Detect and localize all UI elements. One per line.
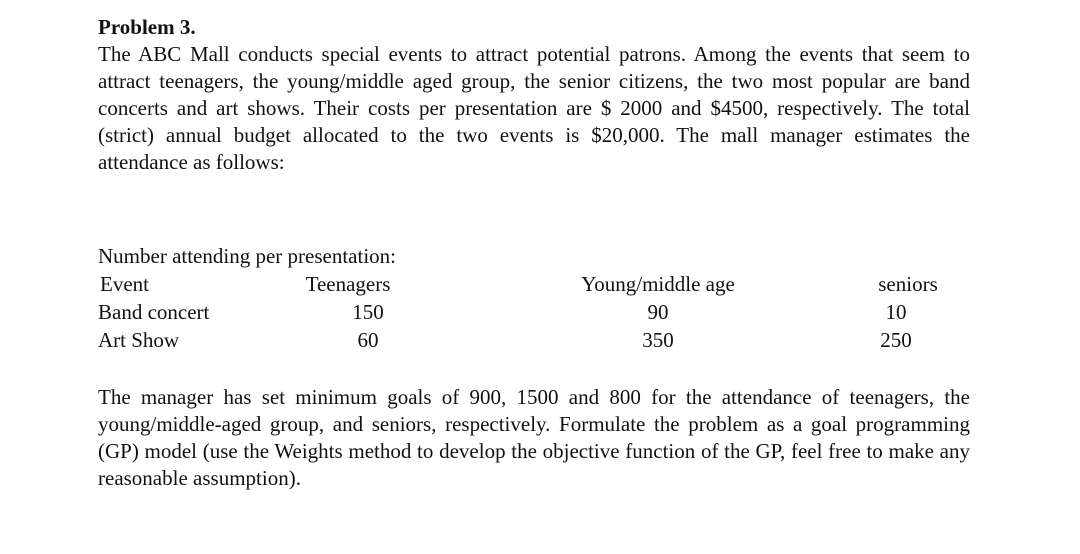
problem-intro: The ABC Mall conducts special events to attract potential patrons. Among the events that seem to attract teenagers, the young/middle aged group, the senior citizens, the two most popular are band concerts and art shows. Their costs per presentation are $ 2000 and $4500, respectively. The total (strict) annual budget allocated to the two events is $20,000. The mall manager estimates the attendance as follows: <box>98 42 970 174</box>
table-header-row <box>98 270 958 298</box>
header-teenagers: Teenagers <box>305 272 391 296</box>
row-value-seniors: 10 <box>885 300 907 324</box>
header-event: Event <box>100 272 149 296</box>
row-value-teenagers: 150 <box>352 300 384 324</box>
header-seniors: seniors <box>878 272 938 296</box>
row-value-young-middle-age: 350 <box>642 328 674 352</box>
table-row <box>98 326 958 354</box>
problem-block <box>98 14 970 176</box>
row-value-seniors: 250 <box>880 328 912 352</box>
row-event-art-show: Art Show <box>98 328 180 352</box>
table-intro: Number attending per presentation: <box>98 244 396 268</box>
problem-closing: The manager has set minimum goals of 900, 1500 and 800 for the attendance of teenagers, the young/middle-aged group, and seniors, respectively. Formulate the problem as a goal programming (GP) model (use the Weights method to develop the objective function of the GP, feel free to make any reasonable assumption). <box>98 385 970 490</box>
row-event-band-concert: Band concert <box>98 300 210 324</box>
row-value-teenagers: 60 <box>357 328 379 352</box>
attendance-table <box>98 270 958 354</box>
problem-title: Problem 3. <box>98 15 196 39</box>
header-young-middle-age: Young/middle age <box>581 272 735 296</box>
row-value-young-middle-age: 90 <box>647 300 669 324</box>
table-row <box>98 298 958 326</box>
